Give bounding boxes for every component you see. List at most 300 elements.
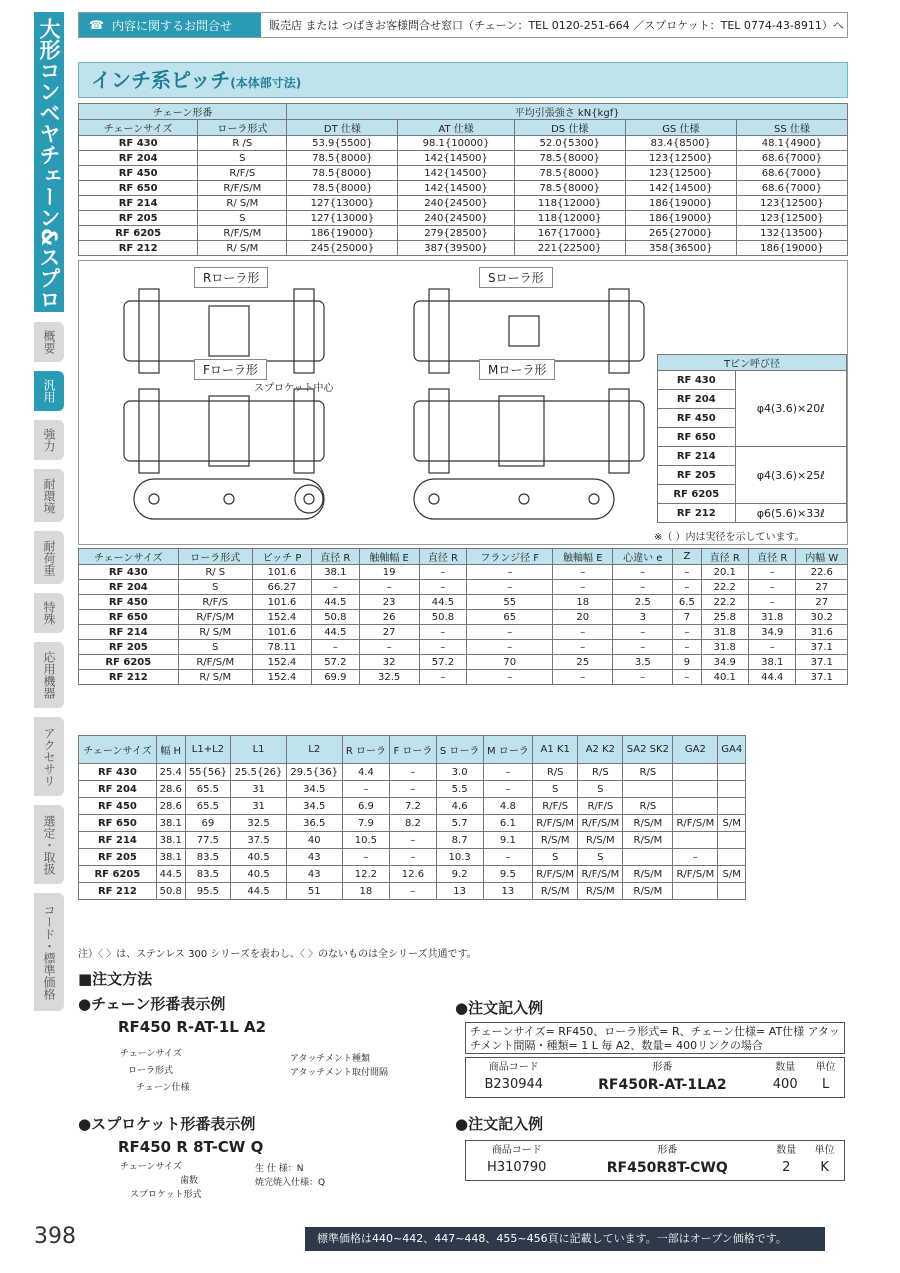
table-cell: – [467, 640, 553, 655]
table-cell: RF 430 [79, 565, 179, 580]
table-cell: – [419, 565, 466, 580]
table-cell: S [578, 849, 623, 866]
side-tabs [34, 322, 64, 1020]
col-header: A2 K2 [578, 736, 623, 764]
table-cell: 387{39500} [398, 241, 514, 256]
table-cell: – [312, 640, 359, 655]
table-cell: – [312, 580, 359, 595]
table-cell: 10.5 [342, 832, 390, 849]
table-cell [623, 781, 673, 798]
sprocket-label: 焼完焼入仕様：Q [255, 1178, 326, 1188]
table-cell: RF 214 [79, 832, 157, 849]
table-cell [718, 832, 746, 849]
table-cell: 68.6{7000} [736, 166, 847, 181]
table-cell: 6.1 [483, 815, 532, 832]
table-cell: 44.5 [312, 595, 359, 610]
table-cell: RF 205 [658, 466, 736, 485]
table-cell: 186{19000} [625, 196, 736, 211]
table-cell: 25 [553, 655, 613, 670]
table-cell: RF 450 [658, 409, 736, 428]
col-header: F ローラ [390, 736, 436, 764]
table-cell: 6.9 [342, 798, 390, 815]
col-header: チェーンサイズ [79, 120, 198, 136]
table-cell: RF 205 [79, 849, 157, 866]
table-cell: R/S/M [578, 832, 623, 849]
col-header: M ローラ [483, 736, 532, 764]
table-cell [623, 849, 673, 866]
table-cell: 123{12500} [736, 211, 847, 226]
table-row [466, 1073, 845, 1097]
table-cell: 40.5 [231, 866, 287, 883]
table-cell: 118{12000} [514, 211, 625, 226]
col-header: 触軸幅 E [359, 549, 419, 565]
table-cell: 3 [613, 610, 673, 625]
table-cell: 22.2 [701, 595, 748, 610]
header-row [79, 549, 848, 565]
table-cell: 69.9 [312, 670, 359, 685]
side-tab[interactable]: 選定・取扱 [34, 805, 64, 884]
table-cell: – [390, 883, 436, 900]
table-cell [718, 883, 746, 900]
table-cell: 31 [231, 798, 287, 815]
table-cell: 101.6 [252, 565, 311, 580]
table-note: 注）〈 〉は、ステンレス 300 シリーズを表わし、〈 〉のないものは全シリーズ共通です。 [78, 949, 477, 960]
table-cell: 34.5 [286, 781, 342, 798]
table-cell: – [359, 580, 419, 595]
phone-icon: ☎ [89, 18, 104, 32]
table-cell: 37.1 [796, 640, 848, 655]
col-header: 直径 R [312, 549, 359, 565]
table-cell: – [613, 625, 673, 640]
side-tab[interactable]: 強力 [34, 420, 64, 460]
chain-attach-labels [290, 1052, 388, 1080]
table-cell: 44.5 [231, 883, 287, 900]
table-cell: 44.4 [748, 670, 795, 685]
table-cell: 25.4 [156, 764, 185, 781]
table-cell: 186{19000} [625, 211, 736, 226]
table-cell: 221{22500} [514, 241, 625, 256]
table-cell: 118{12000} [514, 196, 625, 211]
table-row [79, 866, 746, 883]
col-header: AT 仕様 [398, 120, 514, 136]
table-cell: 78.11 [252, 640, 311, 655]
table-cell: R/S/M [578, 883, 623, 900]
table-cell: 152.4 [252, 670, 311, 685]
table-cell: 55{56} [185, 764, 231, 781]
col-header: SS 仕様 [736, 120, 847, 136]
table-cell: RF 204 [79, 781, 157, 798]
roller-diagrams [78, 260, 848, 545]
table-cell: – [483, 849, 532, 866]
order-title: ■注文方法 [78, 970, 153, 988]
table-cell: 26 [359, 610, 419, 625]
sprocket-label: 生 仕 様：N [255, 1164, 304, 1174]
table-cell: 69 [185, 815, 231, 832]
table-cell: RF 212 [79, 670, 179, 685]
table-cell: 400 [772, 1077, 798, 1093]
table-cell: RF 650 [658, 428, 736, 447]
table-cell: K [820, 1160, 829, 1176]
sprocket-label: 歯数 [180, 1176, 199, 1186]
table-cell: R/F/S/M [178, 610, 252, 625]
table-cell: 44.5 [419, 595, 466, 610]
table-cell: – [553, 565, 613, 580]
table-cell: RF 450 [79, 595, 179, 610]
table-cell: 142{14500} [398, 181, 514, 196]
col-header: 形番 [652, 1062, 673, 1073]
table-cell: 31.8 [748, 610, 795, 625]
table-cell: R/F/S/M [578, 815, 623, 832]
table-cell: 240{24500} [398, 211, 514, 226]
table-cell: 40.1 [701, 670, 748, 685]
col-header: DT 仕様 [287, 120, 398, 136]
table-cell: RF 214 [79, 196, 198, 211]
table-cell: R/ S/M [198, 241, 287, 256]
col-header: 直径 R [748, 549, 795, 565]
chain-label: チェーン仕様 [136, 1083, 190, 1093]
sprocket-label: チェーンサイズ [120, 1162, 182, 1172]
col-header: 形番 [657, 1145, 678, 1156]
table-cell: 38.1 [156, 815, 185, 832]
col-header: 数量 [776, 1145, 797, 1156]
pin-table [657, 354, 847, 523]
table-cell: RF 430 [79, 136, 198, 151]
table-cell: – [419, 640, 466, 655]
table-row [466, 1156, 845, 1180]
table-cell: R/F/S/M [673, 866, 718, 883]
table-row [79, 798, 746, 815]
table-cell: 9 [673, 655, 701, 670]
table-cell: 27 [796, 595, 848, 610]
side-tab[interactable]: 汎用 [34, 371, 64, 411]
table-cell: 8.7 [436, 832, 483, 849]
table-cell: R/S [623, 798, 673, 815]
table-cell: 66.27 [252, 580, 311, 595]
table-cell: φ4(3.6)×20ℓ [735, 371, 846, 447]
table-cell: R/F/S/M [198, 181, 287, 196]
table-cell: 52.0{5300} [514, 136, 625, 151]
table-cell: RF 212 [658, 504, 736, 523]
table-cell: L [821, 1077, 830, 1093]
col-header: L1 [231, 736, 287, 764]
col-header: L2 [286, 736, 342, 764]
col-header: GS 仕様 [625, 120, 736, 136]
col-header: 幅 H [156, 736, 185, 764]
table-row [79, 655, 848, 670]
table-cell: – [483, 781, 532, 798]
col-header: GA4 [718, 736, 746, 764]
table-cell: 37.1 [796, 670, 848, 685]
side-tab[interactable]: 概要 [34, 322, 64, 362]
table-cell: 127{13000} [287, 196, 398, 211]
table-cell: RF 204 [79, 580, 179, 595]
table-cell: 2 [782, 1160, 791, 1176]
table-cell: – [673, 640, 701, 655]
table-cell: 240{24500} [398, 196, 514, 211]
table-cell: 37.1 [796, 655, 848, 670]
table-cell: S [198, 151, 287, 166]
table-cell: 40.5 [231, 849, 287, 866]
label-r-roller: Rローラ形 [194, 267, 268, 288]
sprocket-center-label: スプロケット中心 [254, 383, 334, 394]
table-cell: 65.5 [185, 798, 231, 815]
table-cell: RF 212 [79, 241, 198, 256]
col-header: 単位 [815, 1062, 836, 1073]
table-cell: 186{19000} [287, 226, 398, 241]
table-cell [673, 832, 718, 849]
table-cell [718, 798, 746, 815]
table-cell: – [673, 849, 718, 866]
table-cell: R/S/M [623, 883, 673, 900]
table-cell: 29.5{36} [286, 764, 342, 781]
order-example-desc: チェーンサイズ= RF450、ローラ形式= R、チェーン仕様= AT仕様 アタッチメント間隔・種類= 1 L 毎 A2、数量= 400リンクの場合 [465, 1022, 845, 1054]
table-cell: 78.5{8000} [514, 181, 625, 196]
table-cell: 265{27000} [625, 226, 736, 241]
table-cell: – [613, 640, 673, 655]
table-cell: R/S/M [533, 883, 578, 900]
col-header: 心違い e [613, 549, 673, 565]
table-cell: H310790 [487, 1160, 547, 1176]
table-cell: 31.8 [701, 640, 748, 655]
col-header: 内幅 W [796, 549, 848, 565]
table-cell: 132{13500} [736, 226, 847, 241]
roller-table [78, 548, 848, 685]
table-cell: – [467, 670, 553, 685]
col-header: 直径 R [419, 549, 466, 565]
table-cell: 48.1{4900} [736, 136, 847, 151]
table-cell [718, 781, 746, 798]
table-cell: R/S/M [623, 866, 673, 883]
table-cell: φ6(5.6)×33ℓ [735, 504, 846, 523]
col-header: フランジ径 F [467, 549, 553, 565]
table-cell: R/S [578, 764, 623, 781]
col-header: A1 K1 [533, 736, 578, 764]
table-row [658, 371, 847, 390]
table-cell: – [673, 565, 701, 580]
table-cell: R/ S/M [178, 670, 252, 685]
side-tab[interactable]: 応用機器 [34, 642, 64, 708]
table-cell: 2.5 [613, 595, 673, 610]
chain-code-title: ●チェーン形番表示例 [78, 995, 226, 1013]
side-tab[interactable]: 特殊 [34, 593, 64, 633]
header-row [466, 1141, 845, 1157]
table-cell: 55 [467, 595, 553, 610]
chain-label: チェーンサイズ [120, 1049, 182, 1059]
table-cell: 13 [483, 883, 532, 900]
table-cell: 186{19000} [736, 241, 847, 256]
table-cell: RF 214 [79, 625, 179, 640]
table-cell: R/F/S/M [178, 655, 252, 670]
table-cell: – [390, 832, 436, 849]
table-cell: 25.5{26} [231, 764, 287, 781]
table-row [79, 226, 848, 241]
table-cell: 152.4 [252, 610, 311, 625]
table-row [79, 625, 848, 640]
table-cell: S [198, 211, 287, 226]
order-example-table-1 [465, 1057, 845, 1098]
table-cell: RF 205 [79, 640, 179, 655]
table-cell: R/F/S [198, 166, 287, 181]
table-cell: 34.9 [701, 655, 748, 670]
table-cell: RF450R8T-CWQ [606, 1159, 728, 1176]
table-cell: 167{17000} [514, 226, 625, 241]
col-header: R ローラ [342, 736, 390, 764]
table-cell: 27 [796, 580, 848, 595]
mass-table [78, 735, 746, 900]
table-cell: 101.6 [252, 625, 311, 640]
col-header: GA2 [673, 736, 718, 764]
col-header: DS 仕様 [514, 120, 625, 136]
table-row [79, 151, 848, 166]
sprocket-code-labels [120, 1160, 202, 1202]
side-tab[interactable]: コード・標準価格 [34, 893, 64, 1011]
table-cell: 4.6 [436, 798, 483, 815]
table-cell: R/F/S [178, 595, 252, 610]
chain-code-labels [120, 1046, 190, 1097]
table-cell: 78.5{8000} [287, 151, 398, 166]
table-cell: 34.5 [286, 798, 342, 815]
table-cell: R/F/S/M [533, 815, 578, 832]
table-row [79, 781, 746, 798]
col-header: 商品コード [488, 1062, 539, 1073]
chain-label: アタッチメント種類 [290, 1054, 371, 1064]
table-cell: 28.6 [156, 781, 185, 798]
table-cell: 65.5 [185, 781, 231, 798]
table-cell: – [673, 580, 701, 595]
table-cell: – [748, 640, 795, 655]
table-cell: – [553, 580, 613, 595]
side-tab[interactable]: アクセサリ [34, 717, 64, 796]
col-header: 触軸幅 E [553, 549, 613, 565]
table-cell: RF 6205 [79, 866, 157, 883]
table-cell: 22.2 [701, 580, 748, 595]
table-cell: 78.5{8000} [287, 181, 398, 196]
table-cell: 4.4 [342, 764, 390, 781]
table-cell: 7 [673, 610, 701, 625]
side-tab[interactable]: 耐荷重 [34, 531, 64, 584]
table-cell: 98.1{10000} [398, 136, 514, 151]
table-cell [718, 764, 746, 781]
order-example-table-2 [465, 1140, 845, 1181]
col-header: L1+L2 [185, 736, 231, 764]
page-title [78, 62, 848, 98]
table-cell: – [390, 764, 436, 781]
table-cell: R/F/S [533, 798, 578, 815]
table-cell: 142{14500} [398, 166, 514, 181]
table-cell: R/F/S/M [578, 866, 623, 883]
table-cell: 34.9 [748, 625, 795, 640]
table-cell: RF 6205 [79, 226, 198, 241]
header-row [79, 104, 848, 120]
table-row [79, 764, 746, 781]
table-cell: RF450R-AT-1LA2 [598, 1076, 727, 1093]
table-cell: B230944 [484, 1077, 544, 1093]
table-cell: 3.0 [436, 764, 483, 781]
col-header: チェーンサイズ [79, 736, 157, 764]
label-m-roller: Mローラ形 [479, 359, 555, 380]
table-cell: 20.1 [701, 565, 748, 580]
page-number: 398 [34, 1224, 76, 1249]
table-cell: 50.8 [156, 883, 185, 900]
table-cell: – [390, 849, 436, 866]
table-row [79, 136, 848, 151]
table-cell: R/S/M [623, 815, 673, 832]
table-cell: 279{28500} [398, 226, 514, 241]
table-cell: RF 6205 [79, 655, 179, 670]
table-cell: 8.2 [390, 815, 436, 832]
table-cell: 123{12500} [625, 151, 736, 166]
table-row [79, 832, 746, 849]
table-cell: RF 650 [79, 815, 157, 832]
table-cell: RF 6205 [658, 485, 736, 504]
table-cell: 30.2 [796, 610, 848, 625]
table-cell: 7.9 [342, 815, 390, 832]
header-row [658, 355, 847, 371]
table-cell: – [613, 580, 673, 595]
table-cell: 152.4 [252, 655, 311, 670]
table-cell: 57.2 [419, 655, 466, 670]
table-row [658, 447, 847, 466]
col-header: チェーンサイズ [79, 549, 179, 565]
col-header: S ローラ [436, 736, 483, 764]
table-row [79, 181, 848, 196]
table-cell: RF 204 [658, 390, 736, 409]
table-cell: R /S [198, 136, 287, 151]
table-cell: – [419, 670, 466, 685]
table-cell: 70 [467, 655, 553, 670]
table-cell: R/ S/M [178, 625, 252, 640]
table-row [79, 640, 848, 655]
table-cell: 95.5 [185, 883, 231, 900]
table-cell: 40 [286, 832, 342, 849]
table-cell: RF 450 [79, 166, 198, 181]
table-cell: R/S/M [623, 832, 673, 849]
table-cell: 32 [359, 655, 419, 670]
col-header: ピッチ P [252, 549, 311, 565]
contact-header [78, 12, 848, 38]
strength-table [78, 103, 848, 256]
col-header: Tピン呼び径 [658, 355, 847, 371]
table-cell: 25.8 [701, 610, 748, 625]
table-cell: RF 450 [79, 798, 157, 815]
table-row [79, 815, 746, 832]
table-cell: 31.6 [796, 625, 848, 640]
table-cell [673, 798, 718, 815]
table-row [658, 504, 847, 523]
table-cell: 27 [359, 625, 419, 640]
table-cell: 19 [359, 565, 419, 580]
table-cell: 32.5 [359, 670, 419, 685]
header-row [466, 1058, 845, 1074]
table-cell: – [359, 640, 419, 655]
table-cell: 51 [286, 883, 342, 900]
table-cell: RF 214 [658, 447, 736, 466]
table-cell: 43 [286, 866, 342, 883]
table-cell: – [342, 849, 390, 866]
side-tab[interactable]: 耐環境 [34, 469, 64, 522]
table-cell: 12.6 [390, 866, 436, 883]
table-cell: – [613, 565, 673, 580]
table-cell: 65 [467, 610, 553, 625]
col-header: 単位 [814, 1145, 835, 1156]
col-header: ローラ形式 [178, 549, 252, 565]
table-cell: RF 212 [79, 883, 157, 900]
table-cell: 57.2 [312, 655, 359, 670]
table-cell: R/F/S/M [198, 226, 287, 241]
table-cell: R/F/S/M [673, 815, 718, 832]
table-row [79, 670, 848, 685]
table-cell: 37.5 [231, 832, 287, 849]
